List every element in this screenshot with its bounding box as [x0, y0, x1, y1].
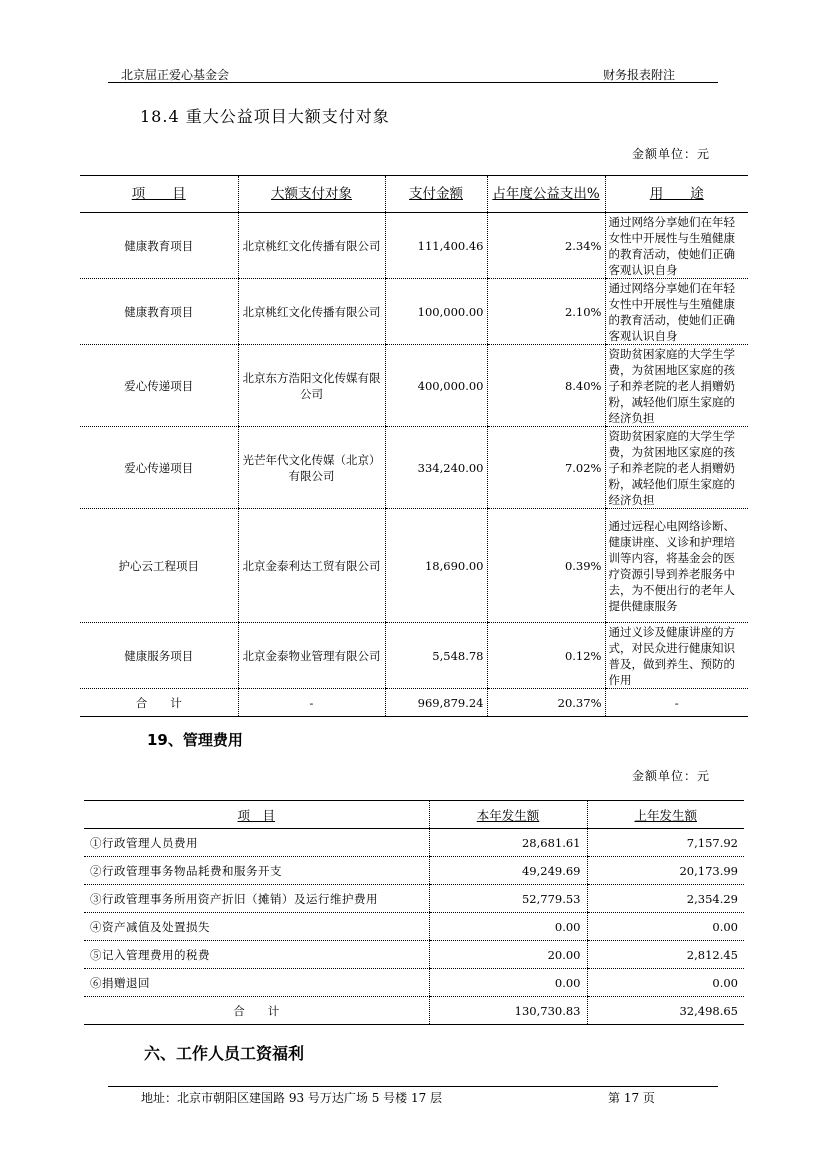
cell-prior: 2,812.45	[587, 941, 744, 969]
cell-prior: 20,173.99	[587, 857, 744, 885]
cell-item: ⑤记入管理费用的税费	[84, 941, 429, 969]
header-divider	[108, 82, 718, 83]
cell-percent: 0.12%	[487, 623, 605, 689]
col-header-percent: 占年度公益支出%	[487, 176, 605, 213]
header-org-name: 北京屈正爱心基金会	[121, 68, 230, 82]
cell-current: 49,249.69	[429, 857, 587, 885]
admin-expense-table	[84, 800, 744, 1025]
cell-prior: 2,354.29	[587, 885, 744, 913]
table-row	[80, 345, 748, 427]
cell-project: 护心云工程项目	[80, 509, 238, 623]
cell-total-amount: 969,879.24	[385, 689, 487, 717]
table-row	[84, 829, 744, 857]
cell-prior: 0.00	[587, 969, 744, 997]
section-18-4-title: 18.4 重大公益项目大额支付对象	[140, 107, 390, 126]
cell-amount: 400,000.00	[385, 345, 487, 427]
cell-current: 52,779.53	[429, 885, 587, 913]
cell-current: 0.00	[429, 913, 587, 941]
cell-item: ⑥捐赠退回	[84, 969, 429, 997]
cell-purpose: 通过远程心电网络诊断、健康讲座、义诊和护理培训等内容，将基金会的医疗资源引导到养老服务中去，为不便出行的老年人提供健康服务	[605, 509, 748, 623]
cell-payee: 北京金泰利达工贸有限公司	[238, 509, 385, 623]
cell-percent: 7.02%	[487, 427, 605, 509]
cell-purpose: 通过网络分享她们在年轻女性中开展性与生殖健康的教育活动，使她们正确客观认识自身	[605, 279, 748, 345]
col-header-purpose: 用 途	[605, 176, 748, 213]
table-row	[84, 857, 744, 885]
table-header-row	[80, 176, 748, 213]
cell-purpose: 资助贫困家庭的大学生学费，为贫困地区家庭的孩子和养老院的老人捐赠奶粉，减轻他们原生家庭的经济负担	[605, 345, 748, 427]
col-header-project: 项 目	[80, 176, 238, 213]
cell-project: 爱心传递项目	[80, 345, 238, 427]
cell-payee: 北京东方浩阳文化传媒有限公司	[238, 345, 385, 427]
col-header-current-year: 本年发生额	[429, 801, 587, 829]
cell-percent: 0.39%	[487, 509, 605, 623]
cell-percent: 8.40%	[487, 345, 605, 427]
cell-amount: 111,400.46	[385, 213, 487, 279]
cell-item: ③行政管理事务所用资产折旧（摊销）及运行维护费用	[84, 885, 429, 913]
section-19-unit: 金额单位：元	[632, 769, 711, 783]
table-row	[84, 913, 744, 941]
cell-amount: 334,240.00	[385, 427, 487, 509]
table-total-row	[84, 997, 744, 1025]
table-row	[80, 213, 748, 279]
cell-item: ④资产减值及处置损失	[84, 913, 429, 941]
cell-amount: 18,690.00	[385, 509, 487, 623]
col-header-item: 项 目	[84, 801, 429, 829]
cell-prior: 0.00	[587, 913, 744, 941]
table-row	[80, 623, 748, 689]
cell-total-percent: 20.37%	[487, 689, 605, 717]
cell-total-prior: 32,498.65	[587, 997, 744, 1025]
cell-project: 健康教育项目	[80, 213, 238, 279]
cell-project: 爱心传递项目	[80, 427, 238, 509]
table-header-row	[84, 801, 744, 829]
table-row	[84, 969, 744, 997]
cell-prior: 7,157.92	[587, 829, 744, 857]
cell-total-label: 合 计	[84, 997, 429, 1025]
cell-total-payee: -	[238, 689, 385, 717]
cell-total-label: 合 计	[80, 689, 238, 717]
section-19-title: 19、管理费用	[147, 731, 243, 749]
table-row	[80, 509, 748, 623]
col-header-payee: 大额支付对象	[238, 176, 385, 213]
cell-current: 20.00	[429, 941, 587, 969]
table-total-row	[80, 689, 748, 717]
large-payment-table	[80, 175, 748, 717]
cell-project: 健康服务项目	[80, 623, 238, 689]
footer-address: 地址：北京市朝阳区建国路 93 号万达广场 5 号楼 17 层	[141, 1091, 443, 1105]
header-doc-title: 财务报表附注	[603, 68, 676, 82]
cell-purpose: 通过义诊及健康讲座的方式，对民众进行健康知识普及，做到养生、预防的作用	[605, 623, 748, 689]
cell-amount: 100,000.00	[385, 279, 487, 345]
table-row	[80, 427, 748, 509]
cell-item: ①行政管理人员费用	[84, 829, 429, 857]
table-row	[84, 885, 744, 913]
cell-payee: 光芒年代文化传媒（北京）有限公司	[238, 427, 385, 509]
cell-payee: 北京金泰物业管理有限公司	[238, 623, 385, 689]
cell-project: 健康教育项目	[80, 279, 238, 345]
cell-current: 28,681.61	[429, 829, 587, 857]
footer-divider	[108, 1086, 718, 1087]
cell-current: 0.00	[429, 969, 587, 997]
cell-payee: 北京桃红文化传播有限公司	[238, 213, 385, 279]
cell-amount: 5,548.78	[385, 623, 487, 689]
section-6-title: 六、工作人员工资福利	[144, 1044, 305, 1063]
col-header-prior-year: 上年发生额	[587, 801, 744, 829]
col-header-amount: 支付金额	[385, 176, 487, 213]
cell-percent: 2.34%	[487, 213, 605, 279]
cell-total-current: 130,730.83	[429, 997, 587, 1025]
table-row	[80, 279, 748, 345]
cell-total-purpose: -	[605, 689, 748, 717]
cell-percent: 2.10%	[487, 279, 605, 345]
section-18-4-unit: 金额单位：元	[632, 147, 711, 161]
cell-item: ②行政管理事务物品耗费和服务开支	[84, 857, 429, 885]
table-row	[84, 941, 744, 969]
cell-purpose: 资助贫困家庭的大学生学费，为贫困地区家庭的孩子和养老院的老人捐赠奶粉，减轻他们原生家庭的经济负担	[605, 427, 748, 509]
cell-payee: 北京桃红文化传播有限公司	[238, 279, 385, 345]
footer-page-number: 第 17 页	[608, 1091, 655, 1105]
cell-purpose: 通过网络分享她们在年轻女性中开展性与生殖健康的教育活动，使她们正确客观认识自身	[605, 213, 748, 279]
